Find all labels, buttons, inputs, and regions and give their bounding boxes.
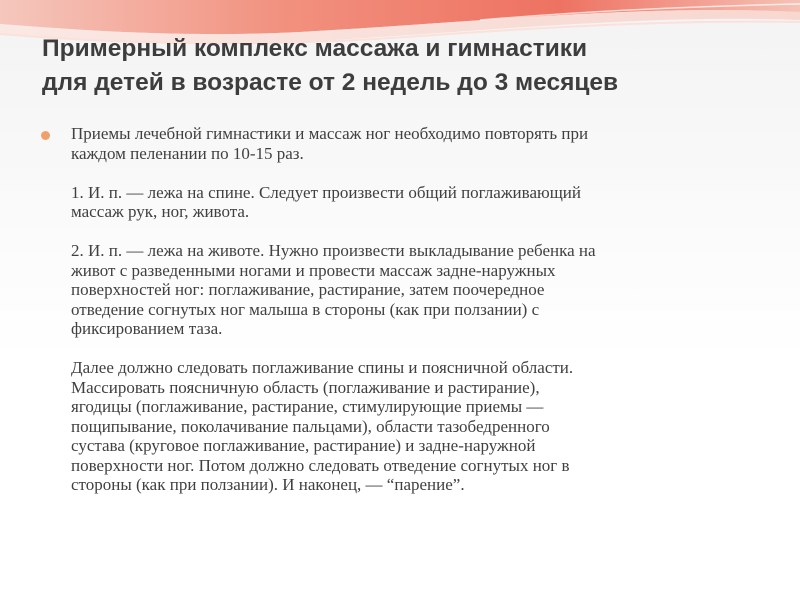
paragraph-continuation: [71, 358, 761, 495]
text-line: каждом пеленании по 10-15 раз.: [71, 143, 304, 163]
text-line: 2. И. п. — лежа на животе. Нужно произвести выкладывание ребенка на: [71, 241, 596, 260]
text-line: фиксированием таза.: [71, 319, 223, 338]
slide-title-line-2: для детей в возрасте от 2 недель до 3 месяцев: [42, 69, 619, 96]
paragraph-step-2: [71, 241, 761, 339]
text-line: Приемы лечебной гимнастики и массаж ног необходимо повторять при: [71, 124, 589, 143]
slide-title: [42, 32, 782, 100]
text-line: пощипывание, поколачивание пальцами), области тазобедренного: [71, 416, 550, 436]
text-line: Далее должно следовать поглаживание спины и поясничной области.: [71, 358, 574, 377]
text-line: массаж рук, ног, живота.: [71, 202, 250, 221]
text-line: сустава (круговое поглаживание, растирание) и задне-наружной: [71, 436, 536, 455]
slide-body: [41, 124, 761, 495]
bullet-icon: [41, 131, 50, 140]
paragraph-step-1: [71, 183, 761, 222]
paragraph-intro: [71, 124, 761, 163]
body-text: [71, 124, 761, 495]
text-line: ягодицы (поглаживание, растирание, стимулирующие приемы —: [71, 397, 544, 416]
text-line: 1. И. п. — лежа на спине. Следует произвести общий поглаживающий: [71, 182, 581, 202]
text-line: Массировать поясничную область (поглаживание и растирание),: [71, 377, 540, 397]
text-line: живот с разведенными ногами и провести массаж задне-наружных: [71, 260, 556, 280]
text-line: стороны (как при ползании). И наконец, — “парение”.: [71, 475, 465, 494]
text-line: отведение согнутых ног малыша в стороны (как при ползании) с: [71, 299, 540, 319]
text-line: поверхности ног. Потом должно следовать отведение согнутых ног в: [71, 455, 570, 475]
slide-title-line-1: Примерный комплекс массажа и гимнастики: [42, 35, 588, 62]
text-line: поверхностей ног: поглаживание, растирание, затем поочередное: [71, 280, 545, 299]
